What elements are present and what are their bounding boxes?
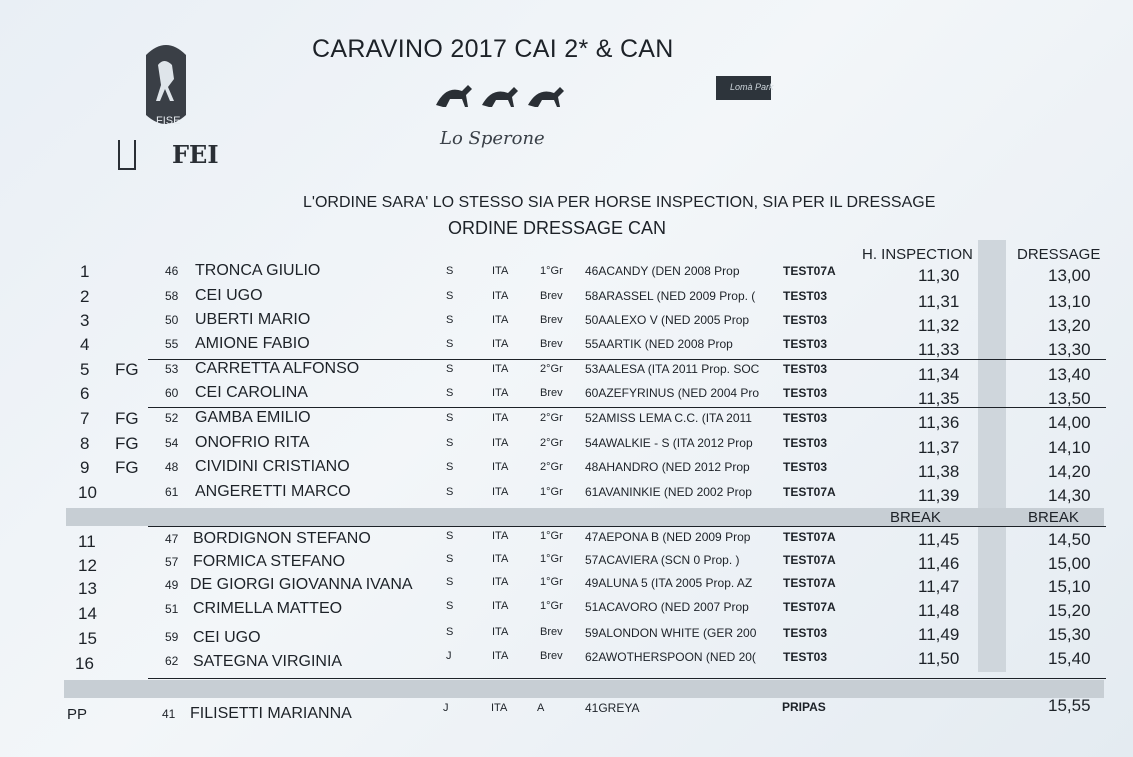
horse: 47AEPONA B (NED 2009 Prop <box>585 530 751 544</box>
rider-name: AMIONE FABIO <box>195 335 310 352</box>
rider-name: CIVIDINI CRISTIANO <box>195 458 350 475</box>
test: TEST03 <box>783 436 828 450</box>
order-number: 13 <box>78 579 97 598</box>
break-label-inspection: BREAK <box>890 509 941 526</box>
horse: 58ARASSEL (NED 2009 Prop. ( <box>585 289 756 303</box>
level: 2°Gr <box>540 412 563 424</box>
inspection-time: 11,47 <box>918 577 960 596</box>
bib-number: 50 <box>165 313 179 327</box>
bib-number: 61 <box>165 485 179 499</box>
separator-line <box>148 678 1106 679</box>
nation: ITA <box>492 338 509 350</box>
rider-name: FORMICA STEFANO <box>193 553 346 570</box>
dressage-time: 13,40 <box>1048 365 1091 384</box>
bib-number: 60 <box>165 386 179 400</box>
test: TEST03 <box>783 411 828 425</box>
level: 1°Gr <box>540 265 563 277</box>
fg-flag: FG <box>115 360 139 379</box>
bib-number: 59 <box>165 630 179 644</box>
order-note: L'ORDINE SARA' LO STESSO SIA PER HORSE INSPECTION, SIA PER IL DRESSAGE <box>303 194 936 211</box>
rider-name: CRIMELLA MATTEO <box>193 600 343 617</box>
rider-name: CEI UGO <box>195 287 263 304</box>
row-9 <box>0 458 1133 483</box>
category: S <box>446 600 454 612</box>
order-number: 4 <box>80 335 90 354</box>
test: TEST03 <box>783 313 828 327</box>
order-number: 11 <box>78 532 96 551</box>
row-6 <box>0 384 1133 409</box>
fg-flag: FG <box>115 458 139 477</box>
horse: 49ALUNA 5 (ITA 2005 Prop. AZ <box>585 576 753 590</box>
bib-number: 41 <box>162 707 176 721</box>
inspection-time: 11,31 <box>918 292 960 311</box>
inspection-time: 11,36 <box>918 413 960 432</box>
category: S <box>446 314 454 326</box>
horse: 41GREYA <box>585 701 640 715</box>
bottom-band <box>64 680 1104 698</box>
nation: ITA <box>492 576 509 588</box>
test: TEST07A <box>783 600 836 614</box>
dressage-time: 13,30 <box>1048 340 1091 359</box>
bib-number: 52 <box>165 411 179 425</box>
order-number: 12 <box>78 556 97 575</box>
dressage-time: 13,20 <box>1048 316 1091 335</box>
nation: ITA <box>492 437 509 449</box>
inspection-time: 11,46 <box>918 554 960 573</box>
fise-logo <box>138 35 194 135</box>
horses-logo-icon <box>432 75 572 115</box>
bib-number: 48 <box>165 460 179 474</box>
row-14 <box>0 600 1133 625</box>
dressage-time: 13,10 <box>1048 292 1091 311</box>
order-number: 1 <box>80 262 90 281</box>
break-band <box>66 508 1104 526</box>
rider-name: CEI CAROLINA <box>195 384 308 401</box>
category: S <box>446 486 454 498</box>
rider-name: TRONCA GIULIO <box>195 262 321 279</box>
row-pp <box>0 696 1133 724</box>
nation: ITA <box>492 412 509 424</box>
category: S <box>446 626 454 638</box>
category: J <box>443 702 449 714</box>
category: S <box>446 553 454 565</box>
inspection-time: 11,48 <box>918 601 960 620</box>
dressage-time: 14,30 <box>1048 486 1091 505</box>
level: Brev <box>540 290 563 302</box>
category: S <box>446 576 454 588</box>
nation: ITA <box>492 363 509 375</box>
dressage-time: 14,00 <box>1048 413 1091 432</box>
horse: 55AARTIK (NED 2008 Prop <box>585 337 733 351</box>
inspection-time: 11,37 <box>918 438 960 457</box>
bib-number: 62 <box>165 654 179 668</box>
row-16 <box>0 648 1133 673</box>
nation: ITA <box>492 600 509 612</box>
level: A <box>537 702 545 714</box>
fei-logo: FEI <box>172 140 219 169</box>
horse: 60AZEFYRINUS (NED 2004 Pro <box>585 386 760 400</box>
level: 2°Gr <box>540 437 563 449</box>
test: TEST07A <box>783 576 836 590</box>
horse: 48AHANDRO (NED 2012 Prop <box>585 460 750 474</box>
level: 2°Gr <box>540 461 563 473</box>
horse: 51ACAVORO (NED 2007 Prop <box>585 600 749 614</box>
horse: 46ACANDY (DEN 2008 Prop <box>585 264 740 278</box>
test: TEST03 <box>783 386 828 400</box>
bib-number: 57 <box>165 555 179 569</box>
order-number: 10 <box>78 483 97 502</box>
bib-number: 58 <box>165 289 179 303</box>
bib-number: 47 <box>165 532 179 546</box>
order-number: 14 <box>78 604 97 623</box>
category: S <box>446 363 454 375</box>
italy-flag-icon <box>118 140 136 170</box>
sperone-logo: Lo Sperone <box>440 128 545 149</box>
bib-number: 54 <box>165 436 179 450</box>
inspection-time: 11,45 <box>918 530 960 549</box>
level: Brev <box>540 338 563 350</box>
category: S <box>446 461 454 473</box>
order-number: 15 <box>78 629 97 648</box>
row-4 <box>0 335 1133 360</box>
horse: 57ACAVIERA (SCN 0 Prop. ) <box>585 553 740 567</box>
dressage-time: 15,30 <box>1048 625 1091 644</box>
inspection-time: 11,34 <box>918 365 960 384</box>
category: S <box>446 412 454 424</box>
order-number: 8 <box>80 434 90 453</box>
row-12 <box>0 553 1133 578</box>
level: Brev <box>540 650 563 662</box>
bib-number: 53 <box>165 362 179 376</box>
dressage-time: 15,40 <box>1048 649 1091 668</box>
category: S <box>446 290 454 302</box>
row-3 <box>0 311 1133 336</box>
category: S <box>446 437 454 449</box>
dressage-time: 15,20 <box>1048 601 1091 620</box>
sponsor-logo <box>716 76 774 100</box>
row-5 <box>0 360 1133 385</box>
rider-name: GAMBA EMILIO <box>195 409 311 426</box>
horse: 61AVANINKIE (NED 2002 Prop <box>585 485 752 499</box>
rider-name: UBERTI MARIO <box>195 311 311 328</box>
inspection-time: 11,30 <box>918 266 960 285</box>
bib-number: 55 <box>165 337 179 351</box>
nation: ITA <box>491 702 508 714</box>
test: TEST03 <box>783 337 828 351</box>
row-7 <box>0 409 1133 434</box>
test: TEST07A <box>783 553 836 567</box>
dressage-time: 13,50 <box>1048 389 1091 408</box>
order-title: ORDINE DRESSAGE CAN <box>448 218 667 238</box>
dressage-time: 13,00 <box>1048 266 1091 285</box>
test: TEST03 <box>783 626 828 640</box>
test: TEST07A <box>783 264 836 278</box>
nation: ITA <box>492 314 509 326</box>
row-13 <box>0 576 1133 601</box>
rider-name: ONOFRIO RITA <box>195 434 310 451</box>
page-title: CARAVINO 2017 CAI 2* & CAN <box>312 35 674 63</box>
horse: 59ALONDON WHITE (GER 200 <box>585 626 757 640</box>
order-number: 5 <box>80 360 90 379</box>
dressage-time: 15,10 <box>1048 577 1091 596</box>
nation: ITA <box>492 265 509 277</box>
bib-number: 49 <box>165 578 179 592</box>
horse: 54AWALKIE - S (ITA 2012 Prop <box>585 436 753 450</box>
horse: 62AWOTHERSPOON (NED 20( <box>585 650 756 664</box>
dressage-time: 15,00 <box>1048 554 1091 573</box>
order-number: 2 <box>80 287 90 306</box>
test: TEST03 <box>783 460 828 474</box>
dressage-time: 14,20 <box>1048 462 1091 481</box>
level: 1°Gr <box>540 553 563 565</box>
fise-logo-text: FISE <box>156 115 181 127</box>
test: PRIPAS <box>782 700 826 714</box>
nation: ITA <box>492 626 509 638</box>
rider-name: ANGERETTI MARCO <box>195 483 351 500</box>
rider-name: SATEGNA VIRGINIA <box>193 653 343 670</box>
order-number: 6 <box>80 384 90 403</box>
nation: ITA <box>492 530 509 542</box>
order-number: 9 <box>80 458 90 477</box>
bib-number: 51 <box>165 602 179 616</box>
bib-number: 46 <box>165 264 179 278</box>
nation: ITA <box>492 387 509 399</box>
order-number: 16 <box>75 654 94 673</box>
category: S <box>446 338 454 350</box>
rider-name: CARRETTA ALFONSO <box>195 360 360 377</box>
horse: 52AMISS LEMA C.C. (ITA 2011 <box>585 411 752 425</box>
separator-line <box>148 526 1106 527</box>
row-8 <box>0 434 1133 459</box>
fg-flag: FG <box>115 434 139 453</box>
horse: 50AALEXO V (NED 2005 Prop <box>585 313 750 327</box>
row-2 <box>0 287 1133 312</box>
test: TEST03 <box>783 362 828 376</box>
nation: ITA <box>492 461 509 473</box>
level: Brev <box>540 314 563 326</box>
row-10 <box>0 483 1133 508</box>
level: Brev <box>540 626 563 638</box>
test: TEST07A <box>783 530 836 544</box>
inspection-time: 11,38 <box>918 462 960 481</box>
order-number: 3 <box>80 311 90 330</box>
test: TEST03 <box>783 650 828 664</box>
inspection-header: H. INSPECTION <box>862 246 973 263</box>
row-11 <box>0 530 1133 555</box>
level: 1°Gr <box>540 530 563 542</box>
fg-flag: FG <box>115 409 139 428</box>
rider-name: BORDIGNON STEFANO <box>193 530 371 547</box>
inspection-time: 11,35 <box>918 389 960 408</box>
category: J <box>446 650 452 662</box>
test: TEST07A <box>783 485 836 499</box>
inspection-time: 11,39 <box>918 486 960 505</box>
row-15 <box>0 624 1133 649</box>
dressage-time: 15,55 <box>1048 696 1091 715</box>
category: S <box>446 530 454 542</box>
order-number: 7 <box>80 409 90 428</box>
break-label-dressage: BREAK <box>1028 509 1079 526</box>
level: 2°Gr <box>540 363 563 375</box>
rider-name: CEI UGO <box>193 629 261 646</box>
order-number: PP <box>67 706 88 723</box>
test: TEST03 <box>783 289 828 303</box>
nation: ITA <box>492 290 509 302</box>
inspection-time: 11,50 <box>918 649 960 668</box>
nation: ITA <box>492 650 509 662</box>
level: 1°Gr <box>540 486 563 498</box>
category: S <box>446 387 454 399</box>
sponsor-logo-text: Lomà Park <box>730 82 774 92</box>
level: Brev <box>540 387 563 399</box>
dressage-header: DRESSAGE <box>1017 246 1101 263</box>
level: 1°Gr <box>540 576 563 588</box>
rider-name: DE GIORGI GIOVANNA IVANA <box>190 576 413 593</box>
inspection-time: 11,33 <box>918 340 960 359</box>
inspection-time: 11,32 <box>918 316 960 335</box>
nation: ITA <box>492 486 509 498</box>
row-1 <box>0 262 1133 287</box>
nation: ITA <box>492 553 509 565</box>
level: 1°Gr <box>540 600 563 612</box>
category: S <box>446 265 454 277</box>
rider-name: FILISETTI MARIANNA <box>190 705 352 722</box>
dressage-time: 14,50 <box>1048 530 1091 549</box>
inspection-time: 11,49 <box>918 625 960 644</box>
dressage-time: 14,10 <box>1048 438 1091 457</box>
horse: 53AALESA (ITA 2011 Prop. SOC <box>585 362 760 376</box>
